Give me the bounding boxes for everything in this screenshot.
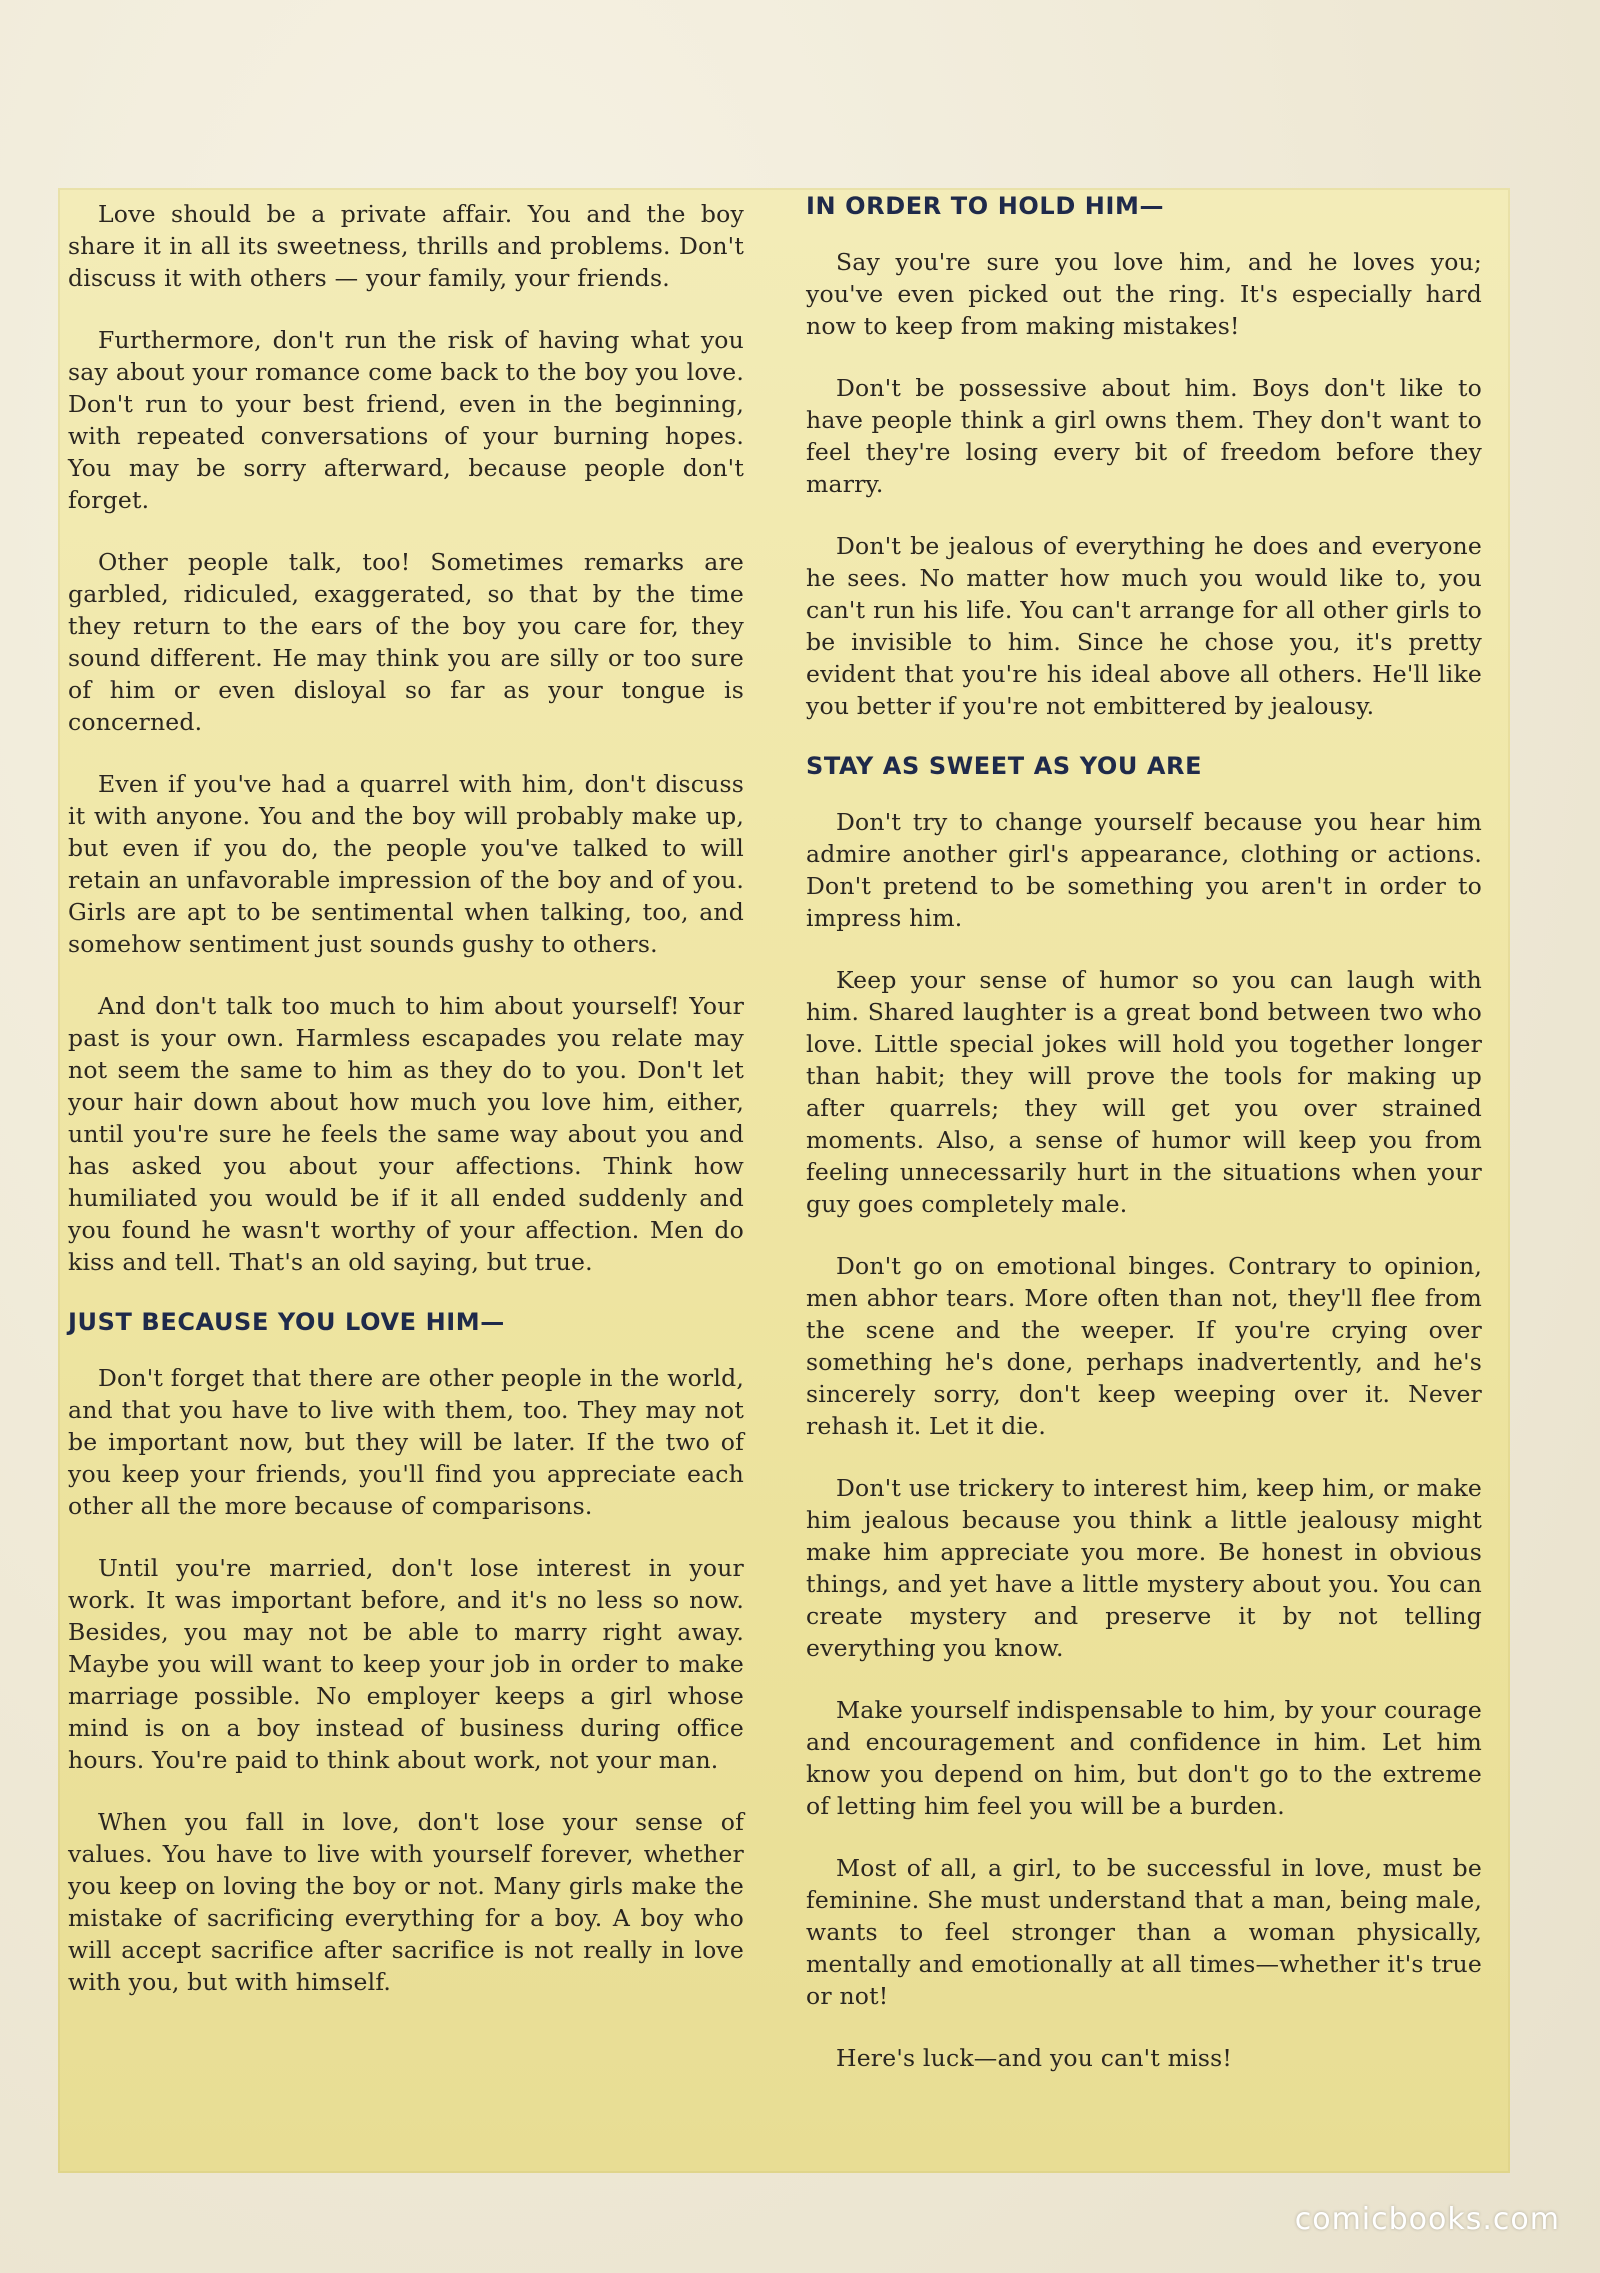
- paragraph: Don't forget that there are other people in the world, and that you have to live with them, too. They may not be important now, but they will be later. If the two of you keep your friends, you'll find you appreciate each other all the more because of comparisons.: [68, 1364, 744, 1520]
- paragraph: Until you're married, don't lose interest in your work. It was important before, and it's no less so now. Besides, you may not be able to marry right away. Maybe you will want to keep your job in order to make marriage possible. No employer keeps a girl whose mind is on a boy instead of business during office hours. You're paid to think about work, not your man.: [68, 1554, 744, 1774]
- paragraph: Don't try to change yourself because you hear him admire another girl's appearance, clothing or actions. Don't pretend to be something you aren't in order to impress him.: [806, 808, 1482, 932]
- article-panel: [58, 188, 1510, 2173]
- paragraph: Make yourself indispensable to him, by your courage and encouragement and confidence in him. Let him know you depend on him, but don't go to the extreme of letting him feel you will be a burden.: [806, 1696, 1482, 1820]
- paragraph: Don't go on emotional binges. Contrary to opinion, men abhor tears. More often than not, they'll flee from the scene and the weeper. If you're crying over something he's done, perhaps inadvertently, and he's sincerely sorry, don't keep weeping over it. Never rehash it. Let it die.: [806, 1252, 1482, 1440]
- paragraph: Keep your sense of humor so you can laugh with him. Shared laughter is a great bond between two who love. Little special jokes will hold you together longer than habit; they will prove the tools for making up after quarrels; they will get you over strained moments. Also, a sense of humor will keep you from feeling unnecessarily hurt in the situations when your guy goes completely male.: [806, 966, 1482, 1218]
- section-heading: IN ORDER TO HOLD HIM—: [806, 192, 1165, 220]
- paragraph: Don't use trickery to interest him, keep him, or make him jealous because you think a little jealousy might make him appreciate you more. Be honest in obvious things, and yet have a little mystery about you. You can create mystery and preserve it by not telling everything you know.: [806, 1474, 1482, 1662]
- paragraph: Other people talk, too! Sometimes remarks are garbled, ridiculed, exaggerated, so that by the time they return to the ears of the boy you care for, they sound different. He may think you are silly or too sure of him or even disloyal so far as your tongue is concerned.: [68, 548, 744, 736]
- paragraph: Furthermore, don't run the risk of having what you say about your romance come back to the boy you love. Don't run to your best friend, even in the beginning, with repeated conversations of your burning hopes. You may be sorry afterward, because people don't forget.: [68, 326, 744, 514]
- closing-line: Here's luck—and you can't miss!: [836, 2044, 1233, 2072]
- left-column: [68, 198, 744, 2028]
- paragraph: Even if you've had a quarrel with him, don't discuss it with anyone. You and the boy will probably make up, but even if you do, the people you've talked to will retain an unfavorable impression of the boy and of you. Girls are apt to be sentimental when talking, too, and somehow sentiment just sounds gushy to others.: [68, 770, 744, 958]
- paragraph: Most of all, a girl, to be successful in love, must be feminine. She must understand that a man, being male, wants to feel stronger than a woman physically, mentally and emotionally at all times—whether it's true or not!: [806, 1854, 1482, 2010]
- paragraph: Don't be jealous of everything he does and everyone he sees. No matter how much you would like to, you can't run his life. You can't arrange for all other girls to be invisible to him. Since he chose you, it's pretty evident that you're his ideal above all others. He'll like you better if you're not embittered by jealousy.: [806, 532, 1482, 720]
- watermark: comicbooks.com: [1294, 2202, 1560, 2237]
- right-column: [806, 192, 1482, 2104]
- section-heading: JUST BECAUSE YOU LOVE HIM—: [68, 1308, 505, 1336]
- section-heading: STAY AS SWEET AS YOU ARE: [806, 752, 1203, 780]
- paragraph: When you fall in love, don't lose your sense of values. You have to live with yourself forever, whether you keep on loving the boy or not. Many girls make the mistake of sacrificing everything for a boy. A boy who will accept sacrifice after sacrifice is not really in love with you, but with himself.: [68, 1808, 744, 1996]
- paragraph: Don't be possessive about him. Boys don't like to have people think a girl owns them. They don't want to feel they're losing every bit of freedom before they marry.: [806, 374, 1482, 498]
- paragraph: Love should be a private affair. You and the boy share it in all its sweetness, thrills and problems. Don't discuss it with others — your family, your friends.: [68, 200, 744, 292]
- paragraph: Say you're sure you love him, and he loves you; you've even picked out the ring. It's especially hard now to keep from making mistakes!: [806, 248, 1482, 340]
- paragraph: And don't talk too much to him about yourself! Your past is your own. Harmless escapades you relate may not seem the same to him as they do to you. Don't let your hair down about how much you love him, either, until you're sure he feels the same way about you and has asked you about your affections. Think how humiliated you would be if it all ended suddenly and you found he wasn't worthy of your affection. Men do kiss and tell. That's an old saying, but true.: [68, 992, 744, 1276]
